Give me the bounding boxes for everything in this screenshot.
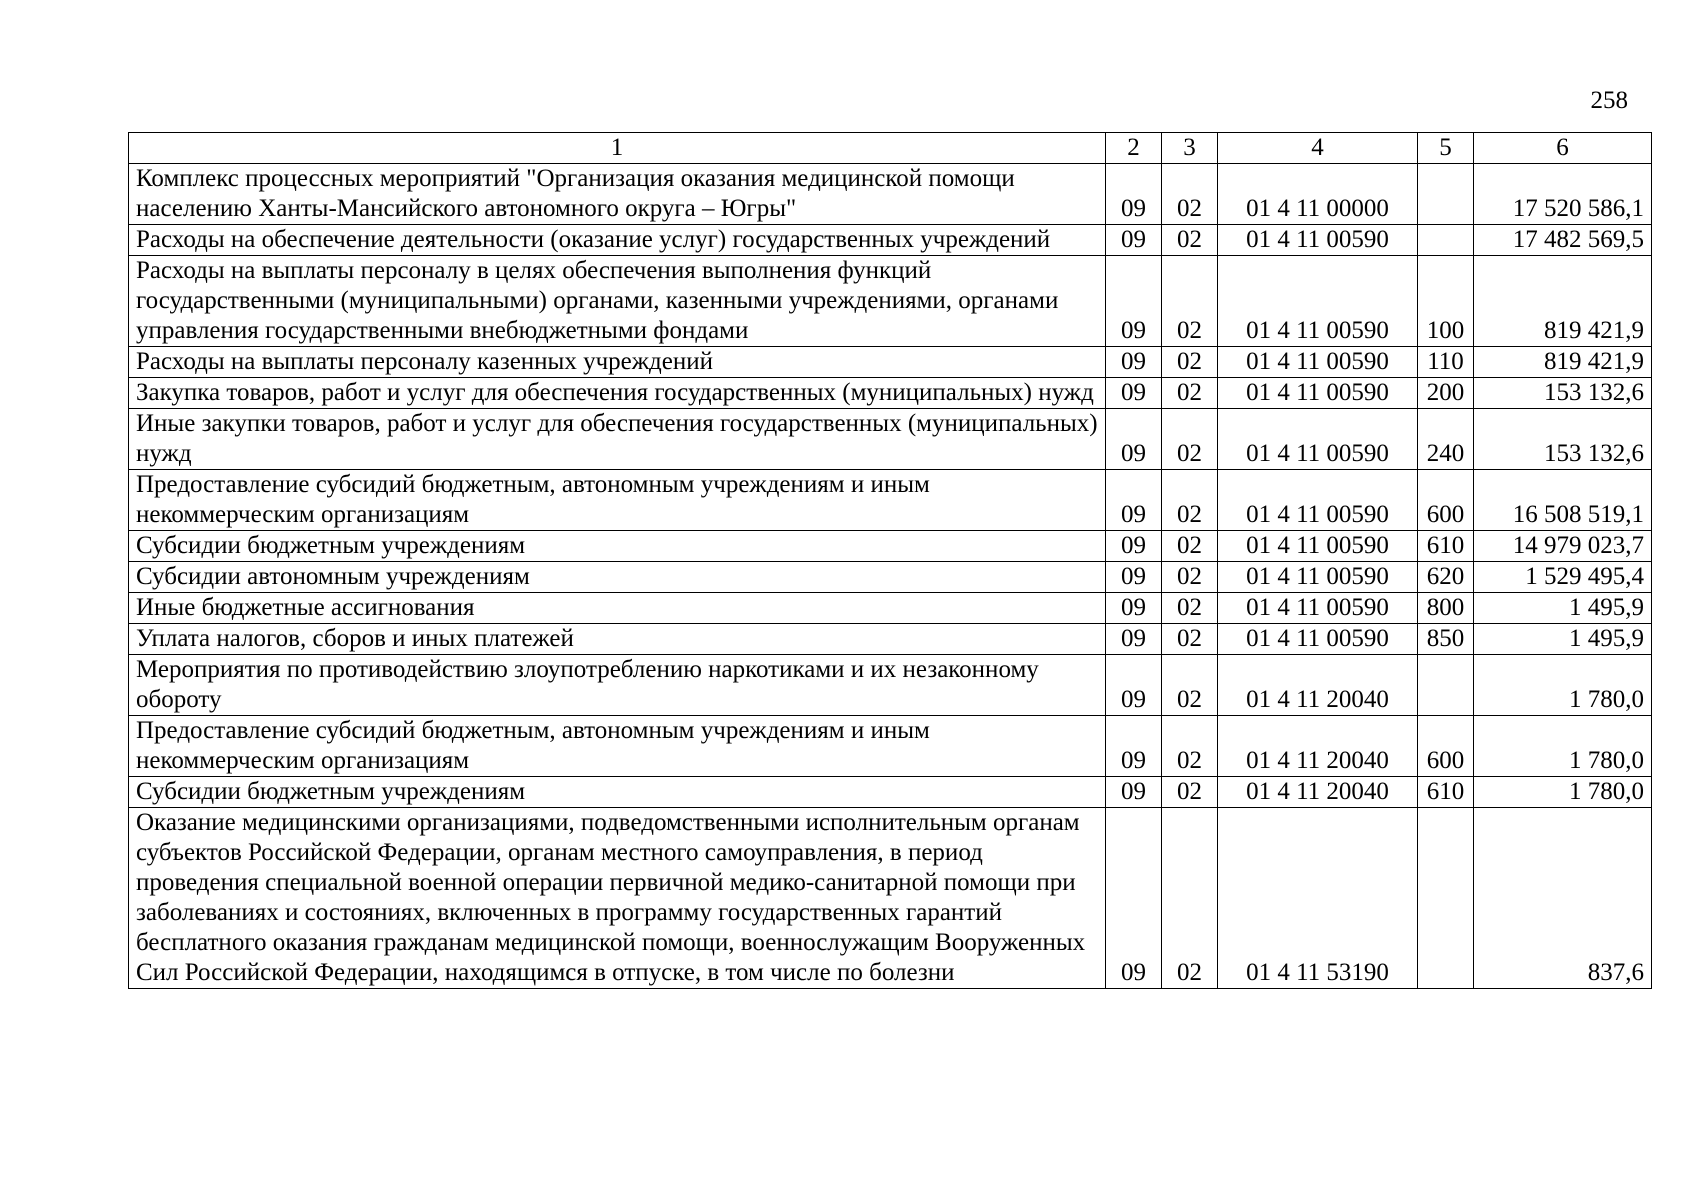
subsection-code-cell: 02	[1162, 256, 1218, 347]
section-code-cell: 09	[1106, 808, 1162, 989]
table-row	[129, 777, 1652, 808]
expense-type-code-cell	[1418, 655, 1474, 716]
table-row	[129, 624, 1652, 655]
expense-type-code-cell: 600	[1418, 716, 1474, 777]
table-row	[129, 225, 1652, 256]
amount-cell: 1 495,9	[1474, 593, 1652, 624]
subsection-code-cell: 02	[1162, 593, 1218, 624]
subsection-code-cell: 02	[1162, 777, 1218, 808]
expense-name-cell: Предоставление субсидий бюджетным, автономным учреждениям и иным некоммерческим организациям	[129, 716, 1106, 777]
section-code-cell: 09	[1106, 593, 1162, 624]
table-row	[129, 808, 1652, 989]
column-header: 6	[1474, 133, 1652, 164]
expense-name-cell: Комплекс процессных мероприятий "Организация оказания медицинской помощи населению Ханты-Мансийского автономного округа – Югры"	[129, 164, 1106, 225]
amount-cell: 17 520 586,1	[1474, 164, 1652, 225]
target-item-code-cell: 01 4 11 00590	[1218, 256, 1418, 347]
section-code-cell: 09	[1106, 655, 1162, 716]
table-header-row	[129, 133, 1652, 164]
table-row	[129, 347, 1652, 378]
section-code-cell: 09	[1106, 256, 1162, 347]
section-code-cell: 09	[1106, 624, 1162, 655]
section-code-cell: 09	[1106, 409, 1162, 470]
amount-cell: 819 421,9	[1474, 347, 1652, 378]
expense-name-cell: Субсидии бюджетным учреждениям	[129, 777, 1106, 808]
subsection-code-cell: 02	[1162, 470, 1218, 531]
section-code-cell: 09	[1106, 531, 1162, 562]
expense-name-cell: Субсидии бюджетным учреждениям	[129, 531, 1106, 562]
subsection-code-cell: 02	[1162, 562, 1218, 593]
expense-name-cell: Мероприятия по противодействию злоупотреблению наркотиками и их незаконному обороту	[129, 655, 1106, 716]
subsection-code-cell: 02	[1162, 808, 1218, 989]
table-row	[129, 470, 1652, 531]
amount-cell: 819 421,9	[1474, 256, 1652, 347]
target-item-code-cell: 01 4 11 00590	[1218, 225, 1418, 256]
target-item-code-cell: 01 4 11 00590	[1218, 593, 1418, 624]
target-item-code-cell: 01 4 11 53190	[1218, 808, 1418, 989]
target-item-code-cell: 01 4 11 00590	[1218, 531, 1418, 562]
expense-name-cell: Расходы на выплаты персоналу в целях обеспечения выполнения функций государственными (муниципальными) органами, казенными учреждениями, органами управления государственными внебюджетными фондами	[129, 256, 1106, 347]
amount-cell: 17 482 569,5	[1474, 225, 1652, 256]
amount-cell: 153 132,6	[1474, 378, 1652, 409]
expense-name-cell: Субсидии автономным учреждениям	[129, 562, 1106, 593]
amount-cell: 14 979 023,7	[1474, 531, 1652, 562]
subsection-code-cell: 02	[1162, 378, 1218, 409]
expense-type-code-cell	[1418, 808, 1474, 989]
expense-type-code-cell: 240	[1418, 409, 1474, 470]
subsection-code-cell: 02	[1162, 531, 1218, 562]
amount-cell: 837,6	[1474, 808, 1652, 989]
expense-type-code-cell	[1418, 225, 1474, 256]
section-code-cell: 09	[1106, 164, 1162, 225]
target-item-code-cell: 01 4 11 20040	[1218, 777, 1418, 808]
column-header: 1	[129, 133, 1106, 164]
subsection-code-cell: 02	[1162, 347, 1218, 378]
subsection-code-cell: 02	[1162, 716, 1218, 777]
target-item-code-cell: 01 4 11 00590	[1218, 409, 1418, 470]
target-item-code-cell: 01 4 11 00000	[1218, 164, 1418, 225]
table-row	[129, 531, 1652, 562]
table-row	[129, 378, 1652, 409]
subsection-code-cell: 02	[1162, 409, 1218, 470]
section-code-cell: 09	[1106, 562, 1162, 593]
section-code-cell: 09	[1106, 716, 1162, 777]
table-row	[129, 164, 1652, 225]
budget-table	[128, 132, 1652, 989]
table-row	[129, 409, 1652, 470]
expense-name-cell: Уплата налогов, сборов и иных платежей	[129, 624, 1106, 655]
section-code-cell: 09	[1106, 225, 1162, 256]
amount-cell: 1 780,0	[1474, 655, 1652, 716]
amount-cell: 153 132,6	[1474, 409, 1652, 470]
expense-type-code-cell: 620	[1418, 562, 1474, 593]
subsection-code-cell: 02	[1162, 225, 1218, 256]
target-item-code-cell: 01 4 11 20040	[1218, 716, 1418, 777]
target-item-code-cell: 01 4 11 00590	[1218, 470, 1418, 531]
subsection-code-cell: 02	[1162, 655, 1218, 716]
amount-cell: 1 780,0	[1474, 777, 1652, 808]
table-row	[129, 562, 1652, 593]
section-code-cell: 09	[1106, 470, 1162, 531]
expense-type-code-cell	[1418, 164, 1474, 225]
target-item-code-cell: 01 4 11 00590	[1218, 347, 1418, 378]
table-row	[129, 256, 1652, 347]
expense-name-cell: Расходы на обеспечение деятельности (оказание услуг) государственных учреждений	[129, 225, 1106, 256]
expense-name-cell: Закупка товаров, работ и услуг для обеспечения государственных (муниципальных) нужд	[129, 378, 1106, 409]
table-row	[129, 655, 1652, 716]
column-header: 4	[1218, 133, 1418, 164]
section-code-cell: 09	[1106, 378, 1162, 409]
expense-type-code-cell: 800	[1418, 593, 1474, 624]
column-header: 2	[1106, 133, 1162, 164]
amount-cell: 1 529 495,4	[1474, 562, 1652, 593]
column-header: 3	[1162, 133, 1218, 164]
expense-type-code-cell: 610	[1418, 531, 1474, 562]
expense-type-code-cell: 610	[1418, 777, 1474, 808]
amount-cell: 1 495,9	[1474, 624, 1652, 655]
section-code-cell: 09	[1106, 777, 1162, 808]
expense-type-code-cell: 110	[1418, 347, 1474, 378]
page-number: 258	[1590, 87, 1628, 114]
expense-type-code-cell: 850	[1418, 624, 1474, 655]
expense-name-cell: Иные бюджетные ассигнования	[129, 593, 1106, 624]
expense-type-code-cell: 200	[1418, 378, 1474, 409]
target-item-code-cell: 01 4 11 00590	[1218, 562, 1418, 593]
expense-name-cell: Оказание медицинскими организациями, подведомственными исполнительным органам субъектов Российской Федерации, органам местного самоуправления, в период проведения специальной военной операции первичной медико-санитарной помощи при заболеваниях и состояниях, включенных в программу государственных гарантий бесплатного оказания гражданам медицинской помощи, военнослужащим Вооруженных Сил Российской Федерации, находящимся в отпуске, в том числе по болезни	[129, 808, 1106, 989]
column-header: 5	[1418, 133, 1474, 164]
subsection-code-cell: 02	[1162, 624, 1218, 655]
expense-name-cell: Предоставление субсидий бюджетным, автономным учреждениям и иным некоммерческим организациям	[129, 470, 1106, 531]
subsection-code-cell: 02	[1162, 164, 1218, 225]
expense-type-code-cell: 100	[1418, 256, 1474, 347]
section-code-cell: 09	[1106, 347, 1162, 378]
table-row	[129, 716, 1652, 777]
expense-name-cell: Расходы на выплаты персоналу казенных учреждений	[129, 347, 1106, 378]
target-item-code-cell: 01 4 11 00590	[1218, 624, 1418, 655]
expense-name-cell: Иные закупки товаров, работ и услуг для обеспечения государственных (муниципальных) нужд	[129, 409, 1106, 470]
target-item-code-cell: 01 4 11 00590	[1218, 378, 1418, 409]
table-body	[129, 164, 1652, 989]
target-item-code-cell: 01 4 11 20040	[1218, 655, 1418, 716]
amount-cell: 1 780,0	[1474, 716, 1652, 777]
amount-cell: 16 508 519,1	[1474, 470, 1652, 531]
expense-type-code-cell: 600	[1418, 470, 1474, 531]
table-row	[129, 593, 1652, 624]
